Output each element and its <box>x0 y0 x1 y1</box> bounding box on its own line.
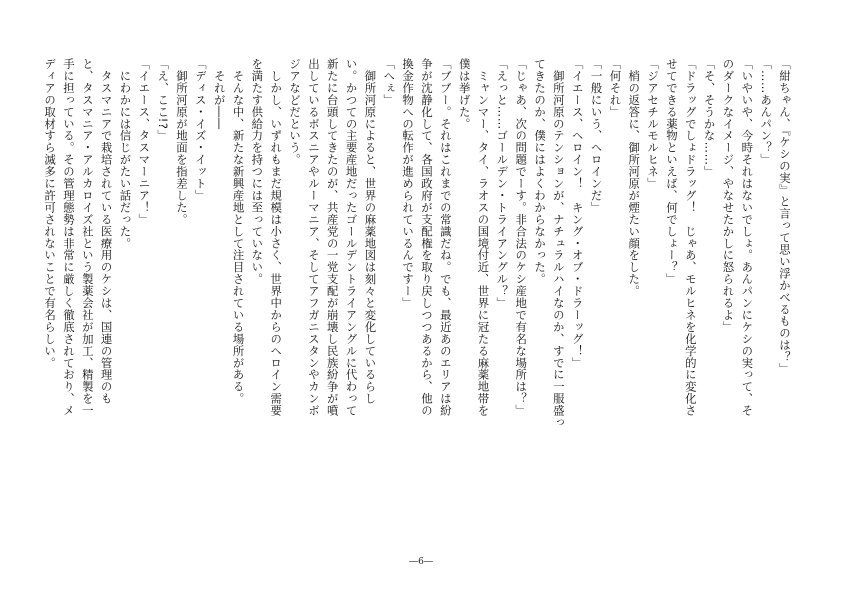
text-line: 「えっと……ゴールデン・トライアングル？」 <box>495 58 510 309</box>
text-line: 「何それ」 <box>608 58 623 118</box>
text-line: を満たす供給力を持つには至っていない。 <box>250 58 265 286</box>
text-line: 「イエース、タスマーニア！」 <box>137 58 152 226</box>
text-line: 「ドラッグでしょドラッグ！ じゃあ、モルヒネを化学的に変化さ <box>683 58 698 417</box>
text-line: 「ブブー。それはこれまでの常識だね。でも、最近あのエリアは紛 <box>438 58 453 417</box>
text-line: 「じゃあ、次の問題でーす。非合法のケシ産地で有名な場所は？」 <box>514 58 529 417</box>
vertical-text-body <box>40 58 794 528</box>
text-line: しかし、いずれもまだ規模は小さく、世界中からのヘロイン需要 <box>269 58 284 417</box>
text-line: 「……あんパン？」 <box>759 58 774 166</box>
text-line: 「紺ちゃん、『ケシの実』と言って思い浮かべるものは？」 <box>778 58 792 375</box>
text-line: 争が沈静化して、各国政府が支配権を取り戻しつつあるから、他の <box>419 58 434 417</box>
text-line: 御所河原によると、世界の麻薬地図は刻々と変化しているらし <box>363 58 378 405</box>
text-line: 新たに台頭してきたのが、共産党の一党支配が崩壊し民族紛争が噴 <box>325 58 340 417</box>
text-line: 「ディス・イズ・イット」 <box>193 58 208 202</box>
page-number: ―6― <box>409 557 433 567</box>
text-line: 出しているボスニアやルーマニア、そしてアフガニスタンやカンボ <box>306 58 321 417</box>
text-line: い。かつての主要産地だったゴールデントライアングルに代わって <box>344 58 359 417</box>
text-line: それが―― <box>212 58 227 130</box>
text-line: 換金作物への転作が進められているんですー」 <box>401 58 416 309</box>
text-line: のダークなイメージ、やなせたかしに怒られるよ」 <box>721 58 736 333</box>
text-line: ディアの取材すら滅多に許可されないことで有名らしい。 <box>43 58 58 369</box>
text-line: てきたのか、僕にはよくわからなかった。 <box>533 58 548 286</box>
text-line: にわかには信じがたい話だった。 <box>118 58 133 250</box>
text-line: 「え、ここ!?」 <box>156 58 171 142</box>
text-line: 梢の返答に、御所河原が煙たい顔をした。 <box>627 58 642 297</box>
text-line: 「いやいや、今時それはないでしょ。あんパンにケシの実って、そ <box>740 58 755 417</box>
text-line: と、タスマニア・アルカロイズ社という製薬会社が加工、精製を一 <box>80 58 95 417</box>
text-line: 御所河原が地面を指差した。 <box>175 58 189 226</box>
text-line: 「ジアセチルモルヒネ」 <box>646 58 661 190</box>
text-line: 「そ、そうかな……」 <box>702 58 717 178</box>
text-line: そんな中、新たな新興産地として注目されている場所がある。 <box>231 58 246 405</box>
text-line: タスマニアで栽培されている医療用のケシは、国連の管理のも <box>99 58 114 405</box>
text-line: 「イエース、ヘロイン！ キング・オブ・ドラーッグ！」 <box>570 58 585 369</box>
text-line: せてできる薬物といえば、何でしょー？」 <box>664 58 679 286</box>
text-line: 僕は挙げた。 <box>457 58 472 130</box>
text-line: ジアなどだという。 <box>288 58 303 166</box>
text-line: 手に担っている。その管理態勢は非常に厳しく徹底されており、メ <box>61 58 76 417</box>
text-line: 「一般にいう、ヘロインだ」 <box>589 58 604 214</box>
text-line: ミャンマー、タイ、ラオスの国境付近、世界に冠たる麻薬地帯を <box>476 58 491 417</box>
text-line: 御所河原のテンションが、ナチュラルハイなのか、すでに一服盛っ <box>551 58 566 429</box>
text-line: 「へぇ」 <box>382 58 397 106</box>
